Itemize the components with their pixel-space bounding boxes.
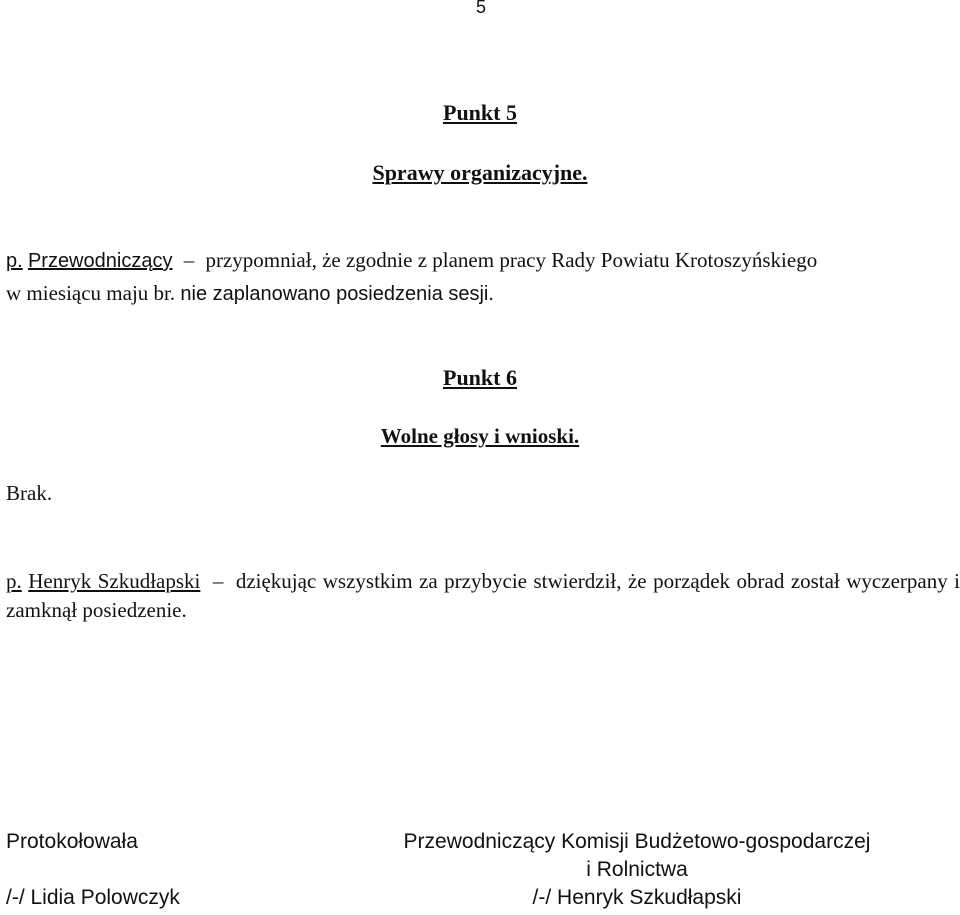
paragraph-punkt-6 <box>6 567 960 625</box>
section-title-punkt-5: Punkt 5 <box>443 100 517 125</box>
signature-right-label-line-2: i Rolnictwa <box>586 858 688 881</box>
paragraph-punkt-5-line-1 <box>6 248 960 273</box>
signature-right-name: /-/ Henryk Szkudłapski <box>532 886 742 909</box>
paragraph-text: w miesiącu maju br. <box>6 281 176 305</box>
speaker-name: Przewodniczący <box>27 250 173 272</box>
paragraph-text: dziękując wszystkim za przybycie stwierdził, że porządek obrad został wyczerpany i zamknął posiedzenie. <box>6 569 960 622</box>
speaker-name: Henryk Szkudłapski <box>28 569 201 593</box>
section-subtitle-punkt-5: Sprawy organizacyjne. <box>372 160 588 185</box>
signature-left-name: /-/ Lidia Polowczyk <box>6 886 180 909</box>
signature-right-label-line-1: Przewodniczący Komisji Budżetowo-gospodarczej <box>403 830 871 853</box>
paragraph-text-sans: nie zaplanowano posiedzenia sesji. <box>180 283 494 305</box>
dash: – <box>183 248 195 272</box>
paragraph-text: przypomniał, że zgodnie z planem pracy Rady Powiatu Krotoszyńskiego <box>205 248 818 272</box>
section-title-punkt-6: Punkt 6 <box>443 365 517 390</box>
brak-text: Brak. <box>6 481 53 505</box>
speaker-prefix: p. <box>6 250 23 272</box>
signature-left-label: Protokołowała <box>6 830 138 853</box>
section-subtitle-punkt-6: Wolne głosy i wnioski. <box>380 424 580 448</box>
page-number: 5 <box>476 0 487 17</box>
dash: – <box>212 569 224 593</box>
paragraph-punkt-5-line-2 <box>6 281 494 306</box>
speaker-prefix: p. <box>6 569 22 593</box>
